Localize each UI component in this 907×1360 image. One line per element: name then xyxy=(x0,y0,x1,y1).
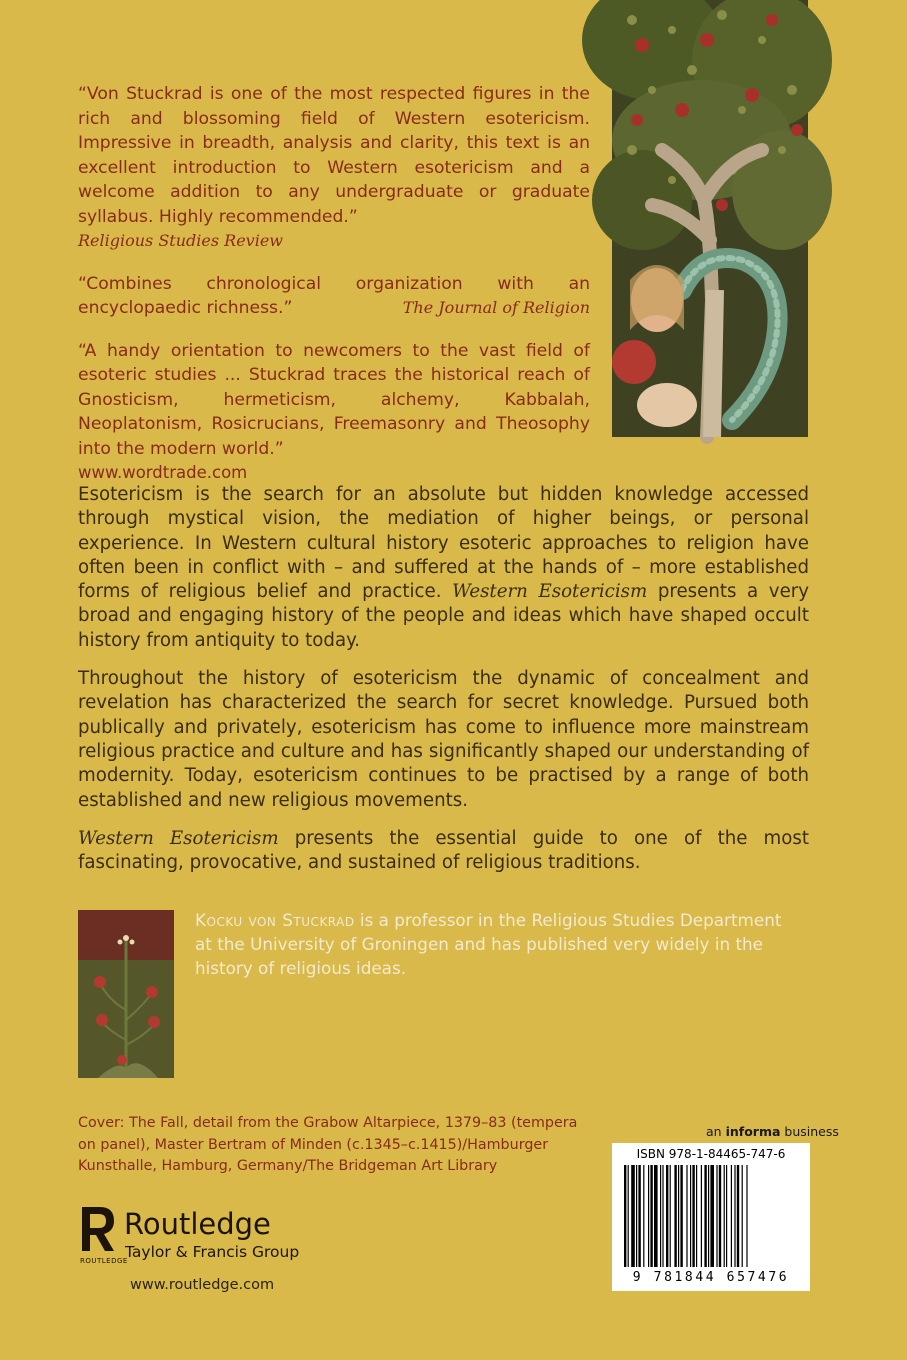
author-bio-text: is a professor in the Religious Studies Department at the University of Groningen and has published very widely in the history of religious ideas. xyxy=(195,910,782,978)
author-bio xyxy=(195,908,795,980)
barcode-bar xyxy=(746,1165,747,1267)
informa-prefix: an xyxy=(706,1124,722,1139)
barcode-bar xyxy=(737,1165,739,1267)
quote-1 xyxy=(78,82,590,254)
quote-3-source: www.wordtrade.com xyxy=(78,463,248,482)
description-paragraph-1 xyxy=(78,483,809,653)
barcode-bar xyxy=(701,1165,702,1267)
barcode-bar xyxy=(666,1165,668,1267)
svg-text:ROUTLEDGE: ROUTLEDGE xyxy=(80,1257,128,1265)
publisher-website: www.routledge.com xyxy=(130,1277,275,1293)
barcode-bar xyxy=(716,1165,717,1267)
barcode-bar xyxy=(643,1165,644,1267)
quote-3 xyxy=(78,339,590,486)
author-section-painting xyxy=(78,910,174,1078)
barcode-bar xyxy=(662,1165,663,1267)
informa-business-tag xyxy=(706,1124,839,1139)
barcode-bar xyxy=(708,1165,709,1267)
barcode-bar xyxy=(638,1165,640,1267)
quote-1-text: “Von Stuckrad is one of the most respected figures in the rich and blossoming field of Western esotericism. Impressive in breadth, analysis and clarity, this text is an excellent introduction to Western esotericism and a welcome addition to any undergraduate or graduate syllabus. Highly recommended.” xyxy=(78,84,590,227)
barcode-bar xyxy=(680,1165,682,1267)
barcode-bar xyxy=(678,1165,679,1267)
barcode-bar xyxy=(648,1165,649,1267)
informa-suffix: business xyxy=(784,1124,839,1139)
quote-1-source: Religious Studies Review xyxy=(78,231,283,250)
description-paragraph-3 xyxy=(78,827,809,876)
barcode-bar xyxy=(674,1165,676,1267)
description-p3-rest: presents the essential guide to one of the most fascinating, provocative, and sustained of religious traditions. xyxy=(78,827,809,874)
barcode-bar xyxy=(650,1165,652,1267)
author-painting-svg xyxy=(78,910,174,1078)
description-p1-rest: presents a very broad and engaging history of the people and ideas which have shaped occult history from antiquity to today. xyxy=(78,581,809,651)
isbn-barcode xyxy=(612,1143,810,1291)
quote-2-text: “Combines chronological organization with an encyclopaedic richness.” xyxy=(78,273,590,318)
routledge-name: Routledge xyxy=(124,1207,271,1241)
barcode-bar xyxy=(696,1165,697,1267)
barcode-bar xyxy=(692,1165,694,1267)
barcode-bar xyxy=(654,1165,658,1267)
barcode-bar xyxy=(636,1165,637,1267)
quote-2 xyxy=(78,272,590,321)
barcode-bar xyxy=(686,1165,687,1267)
description-p3-title: Western Esotericism xyxy=(78,827,279,849)
routledge-logo xyxy=(78,1205,308,1265)
quote-2-source: The Journal of Religion xyxy=(402,298,590,317)
barcode-bar xyxy=(719,1165,721,1267)
author-name: Kocku von Stuckrad xyxy=(195,910,355,930)
barcode-bar xyxy=(724,1165,725,1267)
description-p1-text: Esotericism is the search for an absolute but hidden knowledge accessed through mystical vision, the mediation of higher beings, or personal experience. In Western cultural history esoteric approaches to religion have often been in conflict with – and suffered at the hands of – more established forms of religious belief and practice. xyxy=(78,484,809,603)
informa-brand: informa xyxy=(725,1124,781,1139)
barcode-bar xyxy=(710,1165,714,1267)
cover-painting-detail xyxy=(612,0,808,437)
barcode-bar xyxy=(631,1165,635,1267)
barcode-bar xyxy=(742,1165,743,1267)
barcode-bar xyxy=(670,1165,671,1267)
description-p1-title: Western Esotericism xyxy=(452,581,648,603)
routledge-subtitle: Taylor & Francis Group xyxy=(125,1243,300,1261)
barcode-bar xyxy=(628,1165,629,1267)
routledge-r-icon xyxy=(78,1205,128,1265)
barcode-bars xyxy=(612,1143,810,1291)
barcode-number: 9 781844 657476 xyxy=(632,1270,790,1285)
painting-svg xyxy=(612,0,808,437)
cover-credit: Cover: The Fall, detail from the Grabow Altarpiece, 1379–83 (tempera on panel), Master Bertram of Minden (c.1345–c.1415)/Hamburger Kunsthalle, Hamburg, Germany/The Bridgeman Art Library xyxy=(78,1115,578,1174)
description-paragraph-2: Throughout the history of esotericism the dynamic of concealment and revelation has characterized the search for secret knowledge. Pursued both publically and privately, esotericism has come to influence more mainstream religious practice and culture and has significantly shaped our understanding of modernity. Today, esotericism continues to be practised by a range of both established and new religious movements. xyxy=(78,668,809,811)
barcode-bar xyxy=(734,1165,735,1267)
isbn-label: ISBN 978-1-84465-747-6 xyxy=(636,1147,786,1161)
barcode-bar xyxy=(660,1165,661,1267)
barcode-bar xyxy=(726,1165,727,1267)
barcode-bar xyxy=(624,1165,626,1267)
barcode-bar xyxy=(731,1165,732,1267)
barcode-bar xyxy=(690,1165,691,1267)
review-quotes xyxy=(78,82,590,504)
quote-3-text: “A handy orientation to newcomers to the vast field of esoteric studies ... Stuckrad traces the historical reach of Gnosticism, hermeticism, alchemy, Kabbalah, Neoplatonism, Rosicrucians, Freemasonry and Theosophy into the modern world.” xyxy=(78,340,590,459)
book-description xyxy=(78,483,809,889)
barcode-bar xyxy=(704,1165,706,1267)
